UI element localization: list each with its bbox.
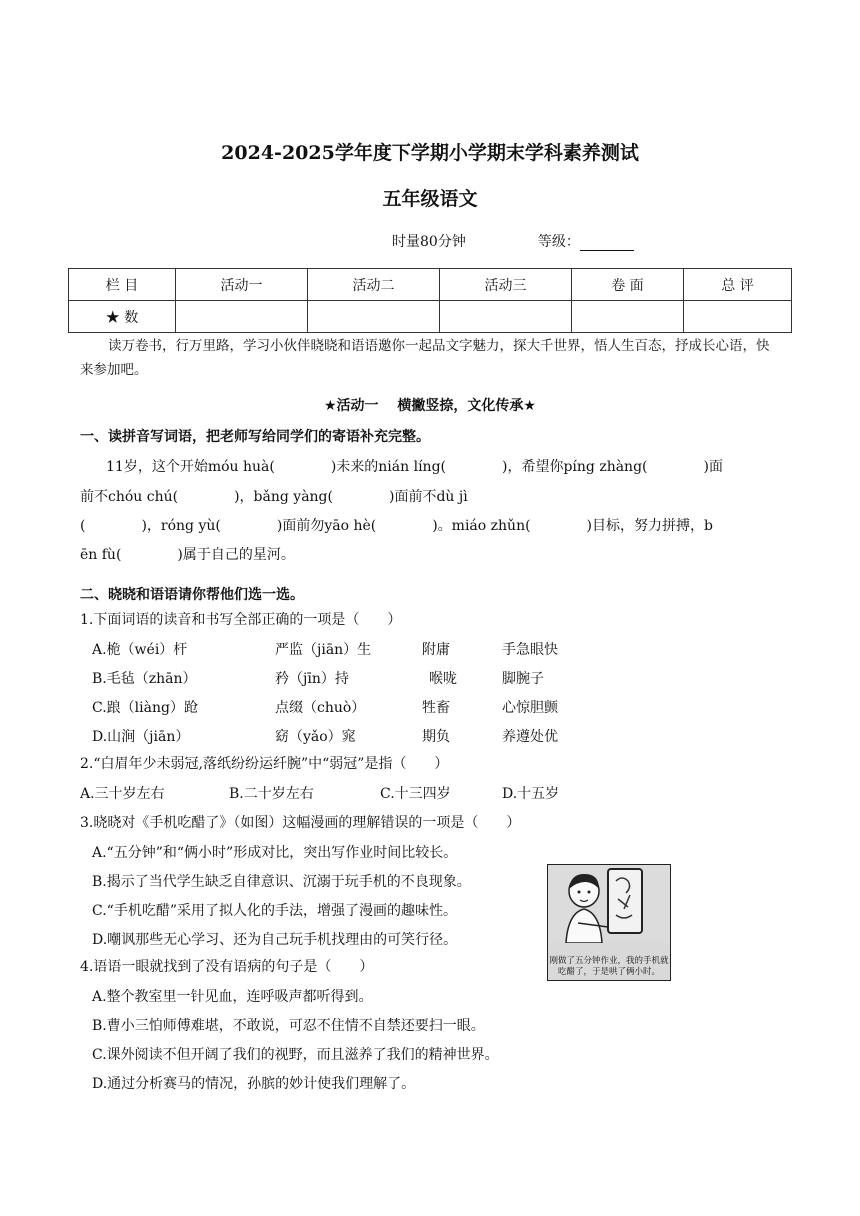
- score-cell: ★ 数: [69, 301, 176, 333]
- option-word: 牲畜: [422, 700, 450, 716]
- option-word: 窈（yǎo）窕: [275, 729, 356, 745]
- question-1-stem: 1.下面词语的读音和书写全部正确的一项是（ ）: [80, 612, 402, 628]
- comic-drawing: [548, 865, 670, 943]
- option-line: C.课外阅读不但开阔了我们的视野，而且滋养了我们的精神世界。: [92, 1047, 499, 1063]
- option-line: B.揭示了当代学生缺乏自律意识、沉溺于玩手机的不良现象。: [92, 874, 471, 890]
- question-4-stem: 4.语语一眼就找到了没有语病的句子是（ ）: [80, 959, 374, 975]
- option-word: B.二十岁左右: [229, 786, 314, 802]
- exam-title: 2024-2025学年度下学期小学期末学科素养测试: [221, 142, 639, 164]
- option-word: 心惊胆颤: [502, 700, 558, 716]
- score-cell: 活动二: [308, 269, 440, 301]
- score-cell: 活动一: [176, 269, 308, 301]
- option-word: D.十五岁: [502, 786, 560, 802]
- score-cell-empty: [440, 301, 572, 333]
- question-3-stem: 3.晓晓对《手机吃醋了》（如图）这幅漫画的理解错误的一项是（ ）: [80, 815, 521, 831]
- option-line: A.“五分钟”和“俩小时”形成对比，突出写作业时间比较长。: [92, 845, 458, 861]
- exam-meta: [392, 231, 634, 251]
- score-cell: 栏 目: [69, 269, 176, 301]
- option-line: B.曹小三怕师傅难堪，不敢说，可忍不住情不自禁还要扫一眼。: [92, 1018, 485, 1034]
- option-word: 期负: [422, 729, 450, 745]
- option-word: 手急眼快: [502, 642, 558, 658]
- pinyin-line-1: 11岁，这个开始móu huà( )未来的nián líng( )，希望你píng zhàng( )面: [106, 459, 723, 475]
- pinyin-line-2: 前不chóu chú( )，bǎng yàng( )面前不dù jì: [80, 489, 468, 505]
- option-word: 喉咙: [429, 671, 457, 687]
- option-word: B.毛毡（zhān）: [92, 671, 197, 687]
- option-word: 严监（jiān）生: [275, 642, 372, 658]
- option-line: A.整个教室里一针见血，连呼吸声都听得到。: [92, 989, 373, 1005]
- option-line: C.“手机吃醋”采用了拟人化的手法，增强了漫画的趣味性。: [92, 903, 457, 919]
- score-cell: 活动三: [440, 269, 572, 301]
- comic-illustration: [547, 864, 671, 981]
- comic-caption: 刚做了五分钟作业，我的手机就吃醋了，于是哄了俩小时。: [549, 956, 669, 977]
- grade-label: 等级：: [537, 234, 580, 250]
- score-table: [68, 268, 792, 333]
- score-cell-empty: [176, 301, 308, 333]
- option-word: 脚腕子: [502, 671, 544, 687]
- option-word: A.三十岁左右: [80, 786, 165, 802]
- option-line: D.嘲讽那些无心学习、还为自己玩手机找理由的可笑行径。: [92, 932, 458, 948]
- option-word: A.桅（wéi）杆: [92, 642, 188, 658]
- score-table-header-row: [69, 269, 792, 301]
- score-cell-empty: [684, 301, 792, 333]
- option-word: C.踉（liàng）跄: [92, 700, 198, 716]
- section-one-heading: 一、读拼音写词语，把老师写给同学们的寄语补充完整。: [80, 429, 430, 445]
- intro-paragraph: 读万卷书，行万里路，学习小伙伴晓晓和语语邀你一起品文字魅力，探大千世界，悟人生百态，抒成长心语，快来参加吧。: [80, 338, 770, 378]
- option-word: D.山涧（jiān）: [92, 729, 190, 745]
- pinyin-line-4: ēn fù( )属于自己的星河。: [80, 547, 295, 563]
- option-word: 养遵处优: [502, 729, 558, 745]
- option-word: C.十三四岁: [380, 786, 451, 802]
- option-word: 附庸: [422, 642, 450, 658]
- score-cell-empty: [572, 301, 684, 333]
- score-cell-empty: [308, 301, 440, 333]
- option-word: 点缀（chuò）: [275, 700, 366, 716]
- score-cell: 总 评: [684, 269, 792, 301]
- section-two-heading: 二、晓晓和语语请你帮他们选一选。: [80, 587, 304, 603]
- option-word: 矜（jīn）持: [275, 671, 349, 687]
- pinyin-line-3: ( )，róng yù( )面前勿yāo hè( )。miáo zhǔn( )目标，努力拼搏，b: [80, 518, 713, 534]
- score-table-value-row: [69, 301, 792, 333]
- question-2-stem: 2.“白眉年少未弱冠,落纸纷纷运纤腕”中“弱冠”是指（ ）: [80, 756, 449, 772]
- activity-one-title: ★活动一 横撇竖捺，文化传承★: [324, 398, 536, 414]
- time-limit: 时量80分钟: [392, 234, 466, 250]
- exam-subtitle: 五年级语文: [382, 188, 478, 210]
- option-line: D.通过分析赛马的情况，孙膑的妙计使我们理解了。: [92, 1076, 416, 1092]
- grade-blank: [580, 236, 634, 251]
- score-cell: 卷 面: [572, 269, 684, 301]
